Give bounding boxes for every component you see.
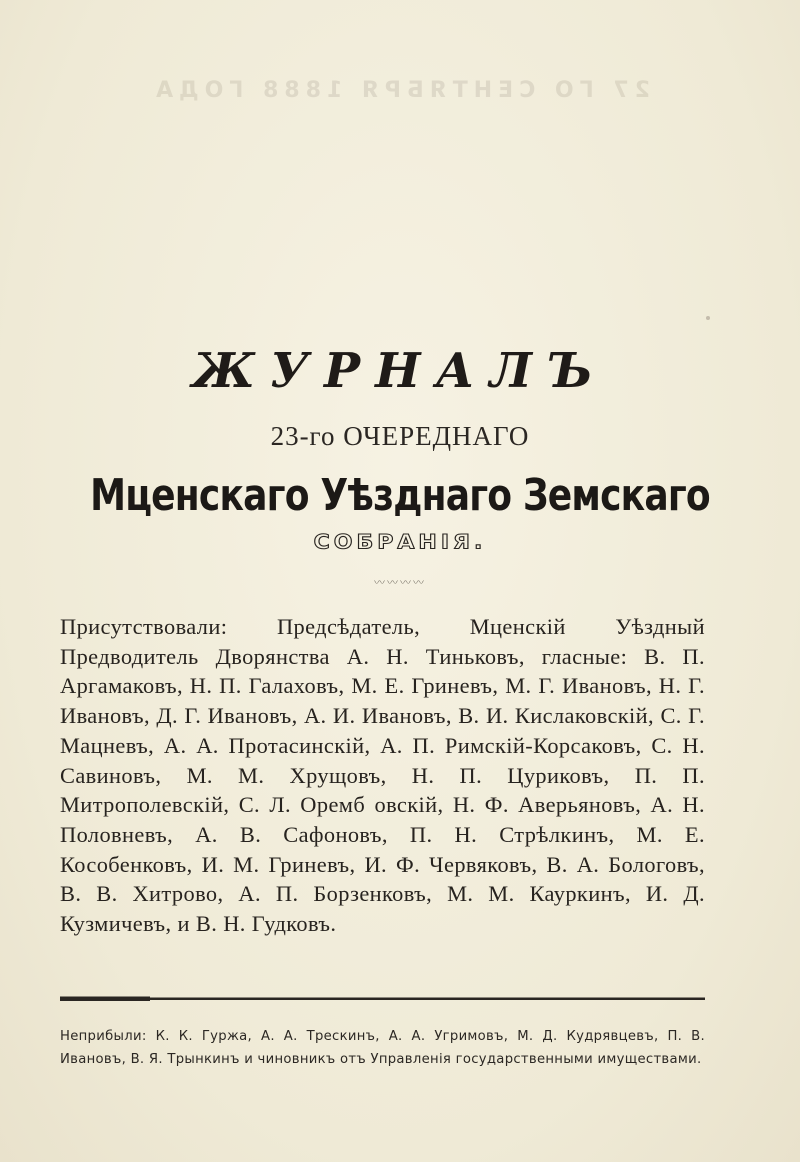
section-divider [60, 996, 705, 1002]
document-subtitle: 23-го ОЧЕРЕДНАГО [270, 421, 530, 451]
attendance-text: Присутствовали: Предсѣдатель, Мценскій Уѣздный Предводитель Дворянства А. Н. Тиньковъ, гласные: В. П. Аргамаковъ, Н. П. Галаховъ, М. Е. Гриневъ, М. Г. Ивановъ, Н. Г. Ивановъ, Д. Г. Ивановъ, А. И. Ивановъ, В. И. Кислаковскій, С. Г. Мацневъ, А. А. Протасинскій, А. П. Римскій-Корсаковъ, С. Н. Савиновъ, М. М. Хрущовъ, Н. П. Цуриковъ, П. П. Митрополевскій, С. Л. Оремб овскій, Н. Ф. Аверьяновъ, А. Н. Половневъ, А. В. Сафоновъ, П. Н. Стрѣлкинъ, М. Е. Кособенковъ, И. М. Гриневъ, И. Ф. Червяковъ, В. А. Бологовъ, В. В. Хитрово, А. П. Борзенковъ, М. М. Кауркинъ, И. Д. Кузмичевъ, и В. Н. Гудковъ. [60, 614, 705, 937]
absentees-text: Неприбыли: К. К. Гуржа, А. А. Трескинъ, А. А. Угримовъ, М. Д. Кудрявцевъ, П. В. Ивановъ, В. Я. Трынкинъ и чиновникъ отъ Управленія государственными имуществами. [60, 1029, 705, 1067]
attendance-paragraph [60, 612, 705, 939]
assembly-heading-outline [0, 530, 800, 555]
absentees-note [60, 1025, 705, 1071]
paper-speck [706, 316, 710, 320]
outline-letters: СОБРАНІЯ. [313, 531, 487, 554]
document-title: ЖУРНАЛЪ [192, 343, 608, 399]
wavy-ornament: 〰〰〰〰 [374, 576, 426, 589]
faded-stamp-text: 27 ГО СЕНТЯБРЯ 1888 ГОДА [150, 78, 650, 103]
assembly-heading: Мценскаго Уѣзднаго Земскаго [90, 470, 710, 521]
